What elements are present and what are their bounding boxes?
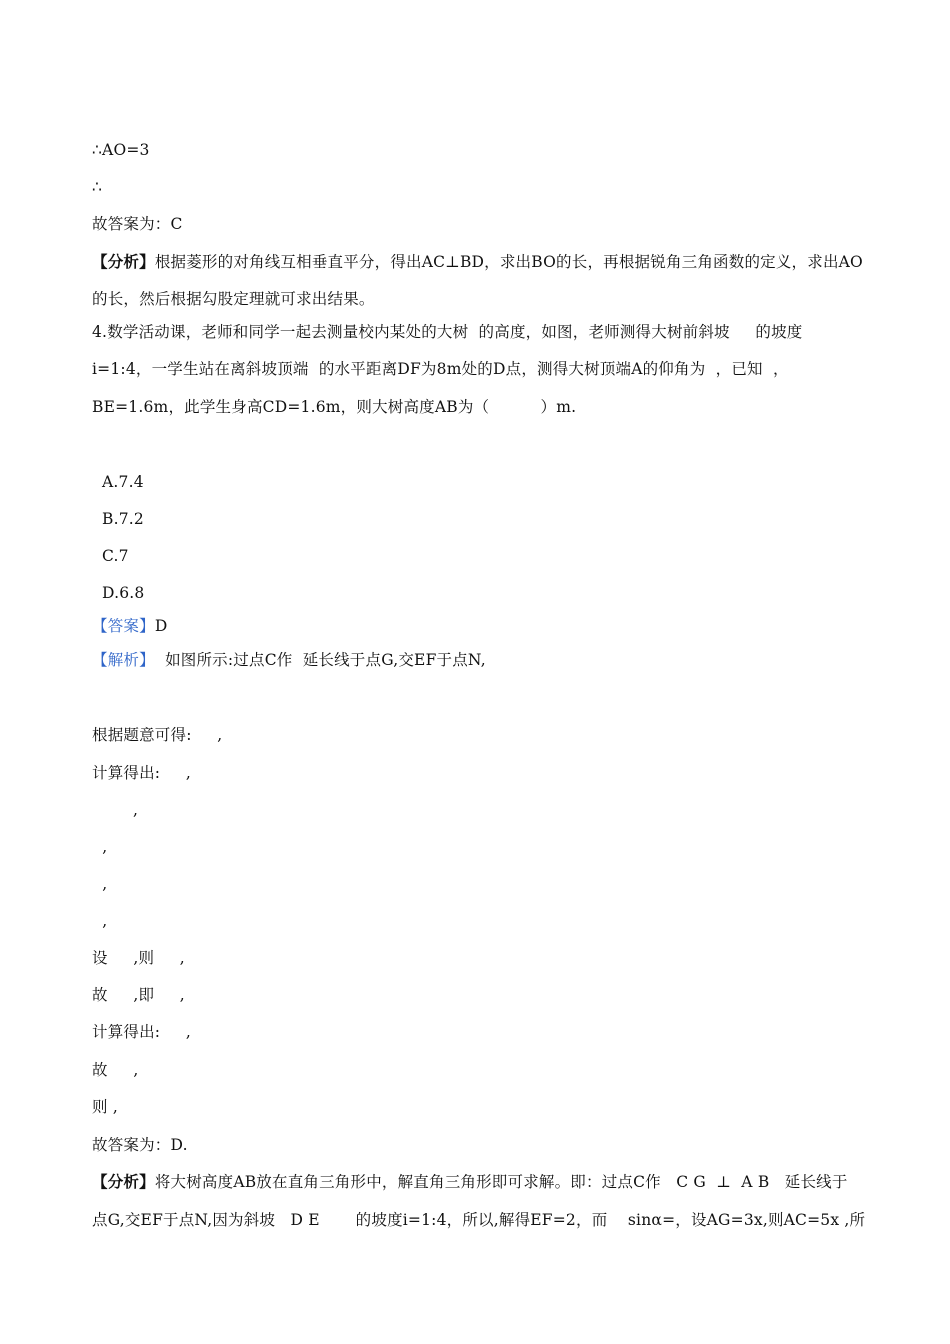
step-11: 则 ,	[92, 1098, 118, 1116]
line-ao: ∴AO=3	[92, 141, 150, 159]
solution-text: 如图所示:过点C作 延长线于点G,交EF于点N,	[154, 651, 486, 669]
step-9: 计算得出: ,	[92, 1023, 191, 1041]
step-6: ,	[92, 912, 108, 930]
option-d: D.6.8	[102, 584, 145, 602]
question-stem-1: 4.数学活动课，老师和同学一起去测量校内某处的大树 的高度，如图，老师测得大树前斜坡 的坡度	[92, 323, 803, 341]
final-analysis-text: 将大树高度AB放在直角三角形中，解直角三角形即可求解。即：过点C作 C G ⊥ A B 延长线于	[154, 1173, 848, 1191]
step-12: 故答案为：D.	[92, 1136, 188, 1154]
answer-line	[92, 616, 167, 636]
option-c: C.7	[102, 547, 129, 565]
answer-value: D	[154, 617, 168, 635]
solution-tag: 【解析】	[92, 651, 155, 669]
step-8: 故 ,即 ,	[92, 986, 185, 1004]
line-therefore: ∴	[92, 178, 103, 196]
step-1: 根据题意可得: ,	[92, 726, 223, 744]
option-a: A.7.4	[102, 473, 144, 491]
step-4: ,	[92, 838, 108, 856]
question-stem-3: BE=1.6m，此学生身高CD=1.6m，则大树高度AB为（ ）m.	[92, 398, 577, 416]
option-b: B.7.2	[102, 510, 144, 528]
final-analysis-line-2: 点G,交EF于点N,因为斜坡 D E 的坡度i=1:4，所以,解得EF=2，而 sinα=，设AG=3x,则AC=5x ,所	[92, 1211, 866, 1229]
solution-line	[92, 650, 486, 670]
analysis-line-2: 的长，然后根据勾股定理就可求出结果。	[92, 290, 375, 308]
final-analysis-tag: 【分析】	[92, 1172, 155, 1191]
step-10: 故 ,	[92, 1061, 139, 1079]
step-3: ,	[92, 801, 139, 819]
step-7: 设 ,则 ,	[92, 949, 185, 967]
final-analysis-line-1	[92, 1172, 848, 1192]
question-stem-2: i=1:4，一学生站在离斜坡顶端 的水平距离DF为8m处的D点，测得大树顶端A的仰角为 ，已知 ，	[92, 360, 789, 378]
step-2: 计算得出: ,	[92, 764, 191, 782]
analysis-line-1	[92, 252, 863, 272]
analysis-text: 根据菱形的对角线互相垂直平分，得出AC⊥BD，求出BO的长，再根据锐角三角函数的定义，求出AO	[154, 253, 863, 271]
answer-tag: 【答案】	[92, 617, 155, 635]
step-5: ,	[92, 875, 108, 893]
line-answer-c: 故答案为：C	[92, 215, 183, 233]
analysis-tag: 【分析】	[92, 252, 155, 271]
